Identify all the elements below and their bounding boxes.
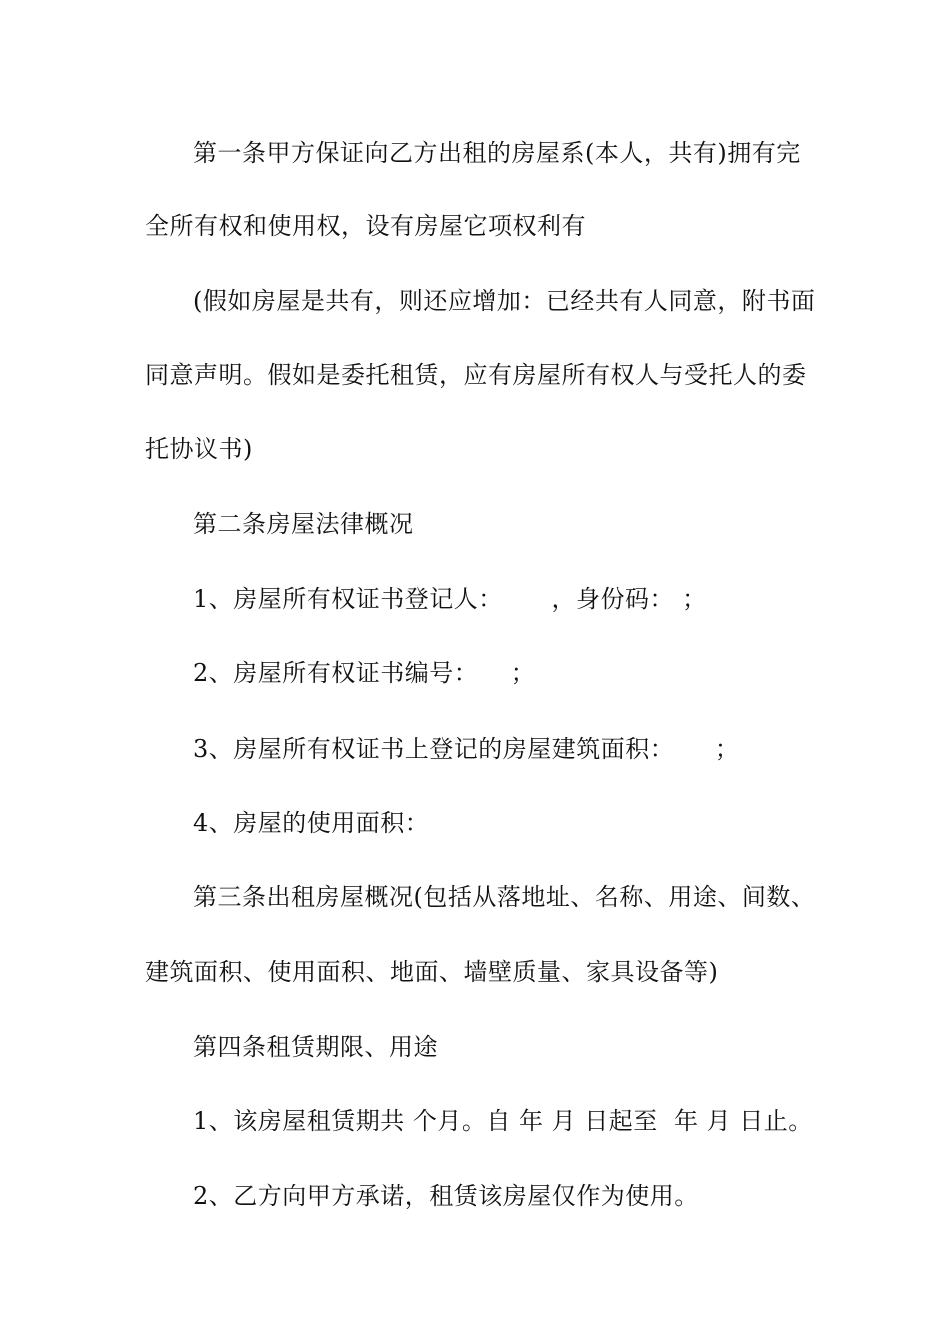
clause-2-item-4: 4、房屋的使用面积： xyxy=(193,809,430,837)
clause-4-item-1: 1、该房屋租赁期共 个月。自 年 月 日起至 年 月 日止。 xyxy=(193,1107,813,1135)
clause-4-item-2: 2、乙方向甲方承诺，租赁该房屋仅作为使用。 xyxy=(193,1182,699,1210)
clause-4-heading: 第四条租赁期限、用途 xyxy=(193,1033,438,1061)
clause-3-line-1: 第三条出租房屋概况(包括从落地址、名称、用途、间数、 xyxy=(193,883,816,911)
clause-1-line-2: 全所有权和使用权，设有房屋它项权利有 xyxy=(145,212,586,240)
clause-1-note-line-2: 同意声明。假如是委托租赁，应有房屋所有权人与受托人的委 xyxy=(145,361,807,389)
clause-3-line-2: 建筑面积、使用面积、地面、墙壁质量、家具设备等) xyxy=(145,958,719,986)
clause-2-heading: 第二条房屋法律概况 xyxy=(193,510,414,538)
clause-1-note-line-3: 托协议书) xyxy=(145,435,253,463)
clause-1-note-line-1: (假如房屋是共有，则还应增加：已经共有人同意，附书面 xyxy=(193,287,816,315)
clause-2-item-1: 1、房屋所有权证书登记人： ，身份码： ； xyxy=(193,585,707,613)
clause-2-item-3: 3、房屋所有权证书上登记的房屋建筑面积： ； xyxy=(193,735,740,763)
clause-1-line-1: 第一条甲方保证向乙方出租的房屋系(本人，共有)拥有完 xyxy=(193,139,801,167)
clause-2-item-2: 2、房屋所有权证书编号： ； xyxy=(193,659,536,687)
